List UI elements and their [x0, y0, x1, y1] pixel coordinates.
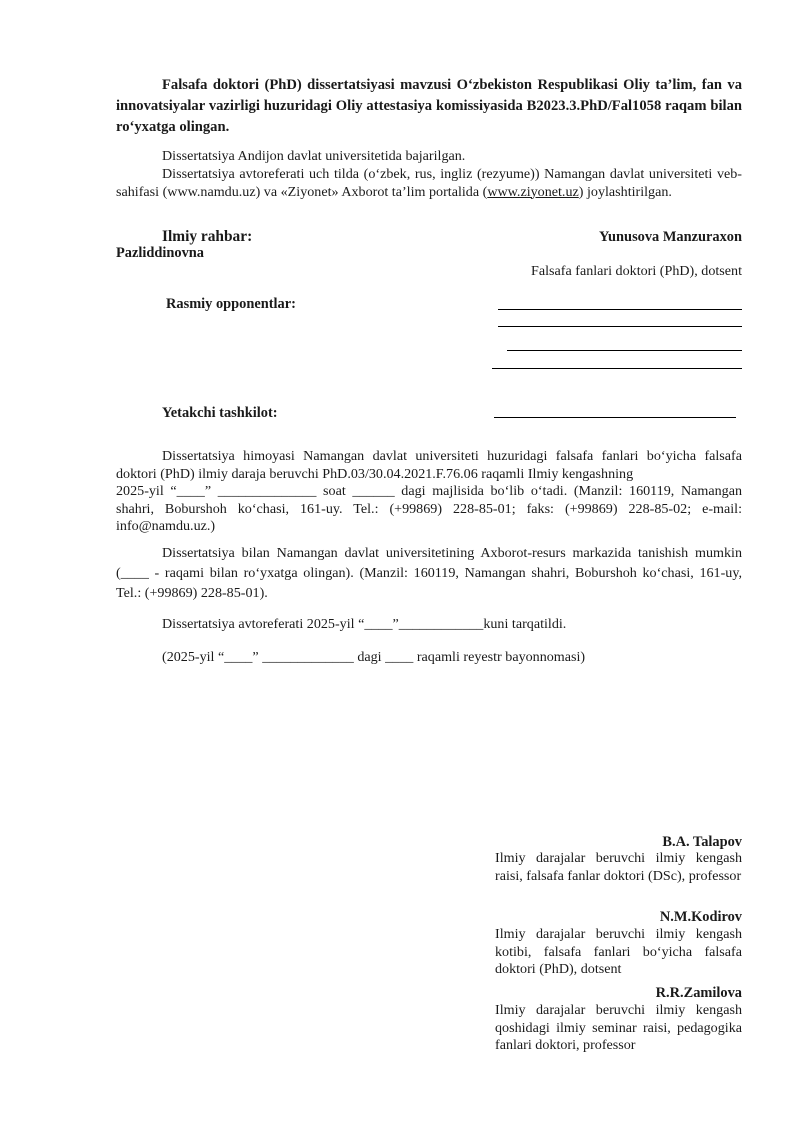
defense-paragraph-2: [116, 483, 742, 536]
signatory-name-1: B.A. Talapov: [662, 834, 742, 850]
supervisor-title: Falsafa fanlari doktori (PhD), dotsent: [531, 263, 742, 279]
leading-org-line: [494, 417, 736, 418]
supervisor-label: Ilmiy rahbar:: [162, 228, 253, 245]
defense-text-2: 2025-yil “____” ______________ soat ______ dagi majlisida bo‘lib o‘tadi. (Manzil: 160119, Namangan shahri, Boburshoh ko‘chasi, 161-uy. Tel.: (+99869) 228-85-01; faks: (+99869) 228-85-02; e-mail: info@namdu.uz.): [116, 483, 742, 534]
defense-paragraph-1: [116, 448, 742, 483]
library-paragraph: [116, 543, 742, 603]
supervisor-name-cont: Pazliddinovna: [116, 245, 204, 261]
signatory-name-3: R.R.Zamilova: [655, 985, 742, 1001]
ziyonet-link[interactable]: www.ziyonet.uz: [487, 183, 579, 200]
opponent-line-4: [492, 368, 742, 369]
abstract-placed-tail: ) joylashtirilgan.: [578, 183, 672, 200]
leading-org-label: Yetakchi tashkilot:: [162, 405, 278, 421]
signatory-role-3: Ilmiy darajalar beruvchi ilmiy kengash qoshidagi ilmiy seminar raisi, pedagogika fanlari doktori, professor: [495, 1002, 742, 1053]
abstract-placed-text: Dissertatsiya avtoreferati uch tilda (o‘zbek, rus, ingliz (rezyume)) Namangan davlat universiteti veb-sahifasi (www.namdu.uz) va «Ziyonet» Axborot ta’lim portalida (: [116, 166, 742, 200]
opponent-line-3: [507, 350, 742, 351]
signatory-name-2: N.M.Kodirov: [659, 909, 742, 925]
signatory-role-1: Ilmiy darajalar beruvchi ilmiy kengash raisi, falsafa fanlar doktori (DSc), professor: [495, 850, 742, 884]
abstract-placed-paragraph: [116, 166, 742, 201]
supervisor-name: Yunusova Manzuraxon: [598, 229, 742, 245]
registry-paragraph: [116, 649, 742, 667]
signatory-role-2: Ilmiy darajalar beruvchi ilmiy kengash kotibi, falsafa fanlari bo‘yicha falsafa doktori (PhD), dotsent: [495, 926, 742, 977]
intro-paragraph: [116, 75, 742, 138]
performed-text: Dissertatsiya Andijon davlat universitetida bajarilgan.: [162, 148, 466, 164]
performed-paragraph: [116, 148, 742, 166]
distributed-text: Dissertatsiya avtoreferati 2025-yil “____”____________kuni tarqatildi.: [162, 616, 567, 632]
defense-text-1: Dissertatsiya himoyasi Namangan davlat universiteti huzuridagi falsafa fanlari bo‘yicha falsafa doktori (PhD) ilmiy daraja beruvchi PhD.03/30.04.2021.F.76.06 raqamli Ilmiy kengashning: [116, 448, 742, 482]
opponents-label: Rasmiy opponentlar:: [166, 296, 296, 312]
intro-text: Falsafa doktori (PhD) dissertatsiyasi mavzusi O‘zbekiston Respublikasi Oliy ta’lim, fan va innovatsiyalar vazirligi huzuridagi Oliy attestasiya komissiyasida B2023.3.PhD/Fal1058 raqam bilan ro‘yxatga olingan.: [116, 77, 742, 135]
library-text: Dissertatsiya bilan Namangan davlat universitetining Axborot-resurs markazida tanishish mumkin (____ - raqami bilan ro‘yxatga olingan). (Manzil: 160119, Namangan shahri, Boburshoh ko‘chasi, 161-uy, Tel.: (+99869) 228-85-01).: [116, 545, 742, 601]
opponent-line-2: [498, 326, 742, 327]
registry-text: (2025-yil “____” _____________ dagi ____ raqamli reyestr bayonnomasi): [162, 649, 586, 665]
distributed-paragraph: [116, 616, 742, 634]
opponent-line-1: [498, 309, 742, 310]
